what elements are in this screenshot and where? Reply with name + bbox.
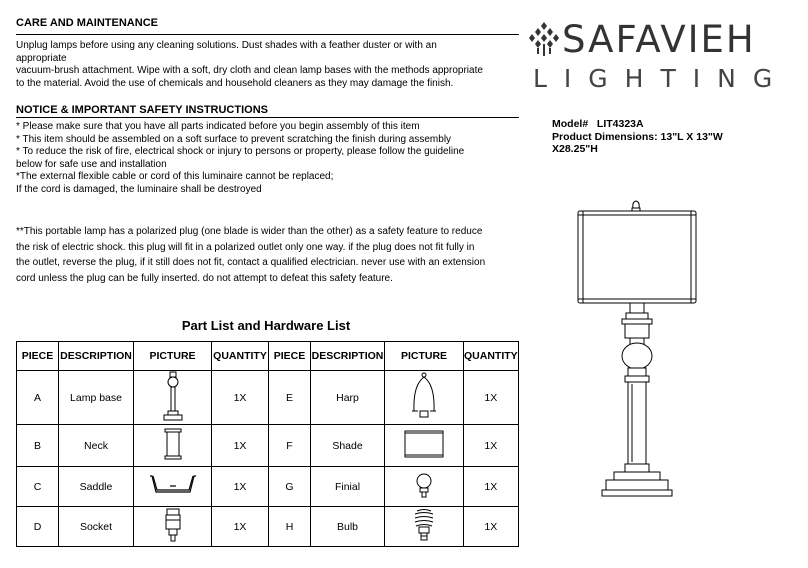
piece-quantity: 1X [212, 371, 269, 425]
header-picture: PICTURE [385, 342, 464, 371]
saddle-icon [148, 472, 198, 498]
piece-letter: E [269, 371, 311, 425]
picture-cell [385, 371, 464, 425]
picture-cell [385, 425, 464, 467]
header-piece: PIECE [269, 342, 311, 371]
chandelier-icon [528, 22, 560, 56]
piece-quantity: 1X [212, 507, 269, 547]
picture-cell [134, 467, 212, 507]
plug-line: **This portable lamp has a polarized plug (one blade is wider than the other) as a safety feature to reduce [16, 226, 483, 237]
piece-letter: B [17, 425, 59, 467]
header-quantity: QUANTITY [212, 342, 269, 371]
picture-cell [385, 507, 464, 547]
piece-description: Lamp base [59, 371, 134, 425]
safety-line: If the cord is damaged, the luminaire shall be destroyed [16, 183, 262, 195]
piece-description: Saddle [59, 467, 134, 507]
harp-icon [407, 371, 441, 421]
dimensions-line: Product Dimensions: 13"L X 13"W [552, 130, 723, 143]
neck-icon [163, 428, 183, 460]
piece-quantity: 1X [464, 507, 519, 547]
lamp-base-icon [161, 371, 185, 421]
finial-icon [414, 472, 434, 498]
piece-letter: G [269, 467, 311, 507]
header-piece: PIECE [17, 342, 59, 371]
care-line: appropriate [16, 52, 67, 64]
table-row [17, 507, 519, 547]
piece-quantity: 1X [464, 425, 519, 467]
piece-letter: H [269, 507, 311, 547]
parts-header-row [17, 342, 519, 371]
piece-quantity: 1X [212, 425, 269, 467]
plug-line: cord unless the plug can be fully inserted. do not attempt to defeat this safety feature. [16, 272, 393, 284]
piece-description: Socket [59, 507, 134, 547]
parts-table [16, 341, 519, 547]
lamp-illustration [570, 198, 704, 500]
bulb-icon [411, 508, 437, 542]
picture-cell [385, 467, 464, 507]
piece-quantity: 1X [464, 467, 519, 507]
care-text [16, 40, 483, 90]
brand-sub: LIGHTING [533, 64, 790, 93]
piece-letter: C [17, 467, 59, 507]
plug-line: the outlet, reverse the plug, if it still does not fit, contact a qualified electrician. never use with an extension [16, 257, 486, 268]
table-row [17, 467, 519, 507]
piece-description: Shade [311, 425, 385, 467]
piece-letter: F [269, 425, 311, 467]
safety-line: *The external flexible cable or cord of this luminaire cannot be replaced; [16, 171, 334, 183]
piece-description: Bulb [311, 507, 385, 547]
picture-cell [134, 507, 212, 547]
piece-description: Harp [311, 371, 385, 425]
piece-quantity: 1X [464, 371, 519, 425]
header-description: DESCRIPTION [59, 342, 134, 371]
safety-rule [16, 117, 519, 118]
care-line: Unplug lamps before using any cleaning solutions. Dust shades with a feather duster or with an [16, 40, 437, 51]
header-quantity: QUANTITY [464, 342, 519, 371]
care-line: vacuum-brush attachment. Wipe with a soft, dry cloth and clean lamp bases with the methods appropriate [16, 65, 483, 77]
header-picture: PICTURE [134, 342, 212, 371]
model-number: Model# LIT4323A [552, 118, 644, 130]
picture-cell [134, 425, 212, 467]
piece-description: Finial [311, 467, 385, 507]
care-heading: CARE AND MAINTENANCE [16, 17, 158, 29]
dimensions-line: X28.25"H [552, 143, 598, 155]
care-line: to the material. Avoid the use of chemicals and household cleaners as they may damage the finish. [16, 77, 454, 89]
parts-title: Part List and Hardware List [181, 318, 351, 333]
product-specs [552, 118, 723, 156]
safety-line: * This item should be assembled on a soft surface to prevent scratching the finish during assembly [16, 133, 452, 145]
safety-text [16, 121, 464, 197]
plug-notice [16, 224, 485, 286]
safety-line: below for safe use and installation [16, 158, 167, 170]
picture-cell [134, 371, 212, 425]
piece-quantity: 1X [212, 467, 269, 507]
shade-icon [404, 430, 444, 458]
brand-name: SAFAVIEH [562, 18, 756, 61]
table-row [17, 425, 519, 467]
safety-heading: NOTICE & IMPORTANT SAFETY INSTRUCTIONS [16, 104, 268, 116]
care-rule [16, 34, 519, 35]
safety-line: * Please make sure that you have all parts indicated before you begin assembly of this item [16, 121, 420, 132]
piece-letter: A [17, 371, 59, 425]
socket-icon [163, 508, 183, 542]
piece-letter: D [17, 507, 59, 547]
table-row [17, 371, 519, 425]
header-description: DESCRIPTION [311, 342, 385, 371]
safety-line: * To reduce the risk of fire, electrical shock or injury to persons or property, please follow the guideline [16, 146, 465, 158]
piece-description: Neck [59, 425, 134, 467]
plug-line: the risk of electric shock. this plug will fit in a polarized outlet only one way. if the plug does not fit fully in [16, 241, 475, 253]
